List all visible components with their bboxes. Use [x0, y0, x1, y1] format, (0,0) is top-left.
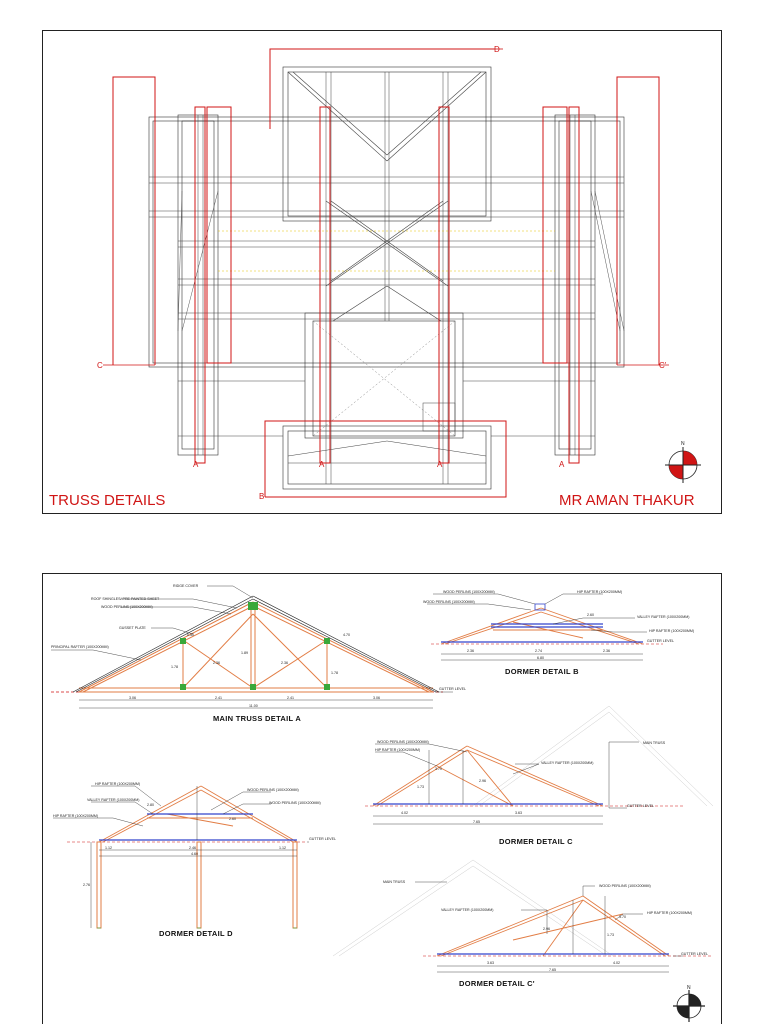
dormer-c-label-valley-rafter: VALLEY RAFTER (100X200MM)	[541, 761, 594, 765]
dormer-c2-dim-hip: 3.70	[619, 915, 626, 919]
section-mark-c: C	[97, 361, 103, 370]
dormer-c-dim-hip: 3.70	[435, 767, 442, 771]
section-mark-a-2: A	[319, 460, 325, 469]
main-dim-rafter: 4.70	[343, 633, 350, 637]
main-label-gusset-plate: GUSSET PLATE	[119, 626, 146, 630]
main-dim-diag-2: 2.36	[281, 661, 288, 665]
dormer-c-label-hip-rafter: HIP RAFTER (100X200MM)	[375, 748, 421, 752]
dormer-d-label-gutter-level: GUTTER LEVEL	[309, 837, 336, 841]
dormer-c-dim-2: 3.63	[515, 811, 522, 815]
dormer-d-caption: DORMER DETAIL D	[159, 929, 233, 938]
dormer-b-dim-2: 2.74	[535, 649, 542, 653]
dormer-c2-label-valley-rafter: VALLEY RAFTER (100X200MM)	[441, 908, 494, 912]
section-mark-c-prime: C'	[659, 361, 667, 370]
dormer-detail-c-prime	[333, 860, 713, 988]
dormer-d-dim-hip: 2.80	[147, 803, 154, 807]
north-arrow-icon	[673, 985, 705, 1022]
main-dim-overhang: 0.30	[187, 633, 194, 637]
dormer-b-dim-total: 6.80	[537, 656, 544, 660]
north-label-2: N	[687, 985, 691, 991]
dormer-c-dim-post: 1.73	[417, 785, 424, 789]
main-dim-1: 3.06	[129, 696, 136, 700]
dormer-c-label-wood-perlins: WOOD PERLINS (100X200MM)	[377, 740, 429, 744]
dormer-b-label-gutter-level: GUTTER LEVEL	[647, 639, 674, 643]
main-dim-3: 2.41	[287, 696, 294, 700]
dormer-b-label-wood-perlins-2: WOOD PERLINS (100X200MM)	[423, 600, 475, 604]
main-truss-caption: MAIN TRUSS DETAIL A	[213, 714, 302, 723]
main-label-principal-rafter: PRINCIPAL RAFTER (100X200MM)	[51, 645, 109, 649]
section-mark-a-3: A	[437, 460, 443, 469]
dormer-d-label-hip-rafter-1: HIP RAFTER (100X200MM)	[95, 782, 141, 786]
dormer-d-label-valley-rafter: VALLEY RAFTER (100X200MM)	[87, 798, 140, 802]
main-dim-2: 2.41	[215, 696, 222, 700]
dormer-c-dim-1: 4.02	[401, 811, 408, 815]
truss-details-drawing	[43, 574, 723, 1025]
dormer-d-dim-1: 1.12	[105, 846, 112, 850]
main-dim-diag-1: 2.36	[213, 661, 220, 665]
main-truss-detail-a	[51, 584, 466, 723]
dormer-c2-label-hip-rafter: HIP RAFTER (100X200MM)	[647, 911, 693, 915]
main-dim-post-2: 1.78	[331, 671, 338, 675]
dormer-d-dim-3: 1.12	[279, 846, 286, 850]
dormer-d-dim-total: 4.60	[191, 852, 198, 856]
dormer-c2-label-main-truss: MAIN TRUSS	[383, 880, 406, 884]
dormer-detail-b	[423, 590, 694, 676]
dormer-d-label-wood-perlins-1: WOOD PERLINS (100X200MM)	[247, 788, 299, 792]
section-mark-d: D	[494, 45, 500, 54]
dormer-c2-label-gutter-level: GUTTER LEVEL	[681, 952, 708, 956]
dormer-d-dim-valley: 2.60	[229, 817, 236, 821]
dormer-c2-dim-valley: 2.96	[543, 927, 550, 931]
main-dim-total: 11.00	[249, 704, 258, 708]
dormer-c-dim-valley: 2.96	[479, 779, 486, 783]
dormer-c-caption: DORMER DETAIL C	[499, 837, 573, 846]
dormer-c2-dim-post: 1.73	[607, 933, 614, 937]
dormer-b-label-valley-rafter: VALLEY RAFTER (100X200MM)	[637, 615, 690, 619]
dormer-b-label-hip-rafter-1: HIP RAFTER (100X200MM)	[577, 590, 623, 594]
dormer-b-caption: DORMER DETAIL B	[505, 667, 579, 676]
dormer-d-dim-2: 2.46	[189, 846, 196, 850]
main-label-gutter-level: GUTTER LEVEL	[439, 687, 466, 691]
main-label-ridge-cover: RIDGE COVER	[173, 584, 199, 588]
dormer-b-dim-hip: 2.60	[587, 613, 594, 617]
dormer-c2-dim-total: 7.65	[549, 968, 556, 972]
truss-details-sheet	[42, 573, 722, 1024]
dormer-d-dim-height: 2.76	[83, 883, 90, 887]
dormer-b-label-wood-perlins-1: WOOD PERLINS (100X200MM)	[443, 590, 495, 594]
dormer-b-label-hip-rafter-2: HIP RAFTER (100X200MM)	[649, 629, 695, 633]
dormer-c2-dim-2: 4.02	[613, 961, 620, 965]
north-arrow-icon	[665, 441, 701, 483]
section-mark-a-1: A	[193, 460, 199, 469]
sheet-title: TRUSS DETAILS	[49, 492, 166, 509]
dormer-c-label-gutter-level: GUTTER LEVEL	[627, 804, 654, 808]
dormer-d-label-hip-rafter-2: HIP RAFTER (100X200MM)	[53, 814, 99, 818]
truss-plan-drawing	[43, 31, 723, 515]
dormer-c2-caption: DORMER DETAIL C'	[459, 979, 535, 988]
main-label-roof-shingles: ROOF SHINGLES/ PRE PAINTED SHEET	[91, 597, 160, 601]
main-dim-kingpost: 1.89	[241, 651, 248, 655]
dormer-c-dim-total: 7.65	[473, 820, 480, 824]
dormer-b-dim-3: 2.36	[603, 649, 610, 653]
author-name: MR AMAN THAKUR	[559, 492, 695, 509]
dormer-d-label-wood-perlins-2: WOOD PERLINS (100X200MM)	[269, 801, 321, 805]
truss-plan-sheet	[42, 30, 722, 514]
dormer-c2-label-wood-perlins: WOOD PERLINS (100X200MM)	[599, 884, 651, 888]
north-label: N	[681, 441, 685, 447]
main-dim-4: 3.06	[373, 696, 380, 700]
dormer-detail-d	[53, 782, 336, 938]
main-label-wood-perlins: WOOD PERLINS (100X200MM)	[101, 605, 153, 609]
dormer-c2-dim-1: 3.63	[487, 961, 494, 965]
section-marks	[97, 45, 667, 501]
dormer-detail-c	[365, 706, 713, 846]
dormer-b-dim-1: 2.36	[467, 649, 474, 653]
section-mark-b: B	[259, 492, 265, 501]
dormer-c-label-main-truss: MAIN TRUSS	[643, 741, 666, 745]
section-mark-a-4: A	[559, 460, 565, 469]
main-dim-post-1: 1.78	[171, 665, 178, 669]
